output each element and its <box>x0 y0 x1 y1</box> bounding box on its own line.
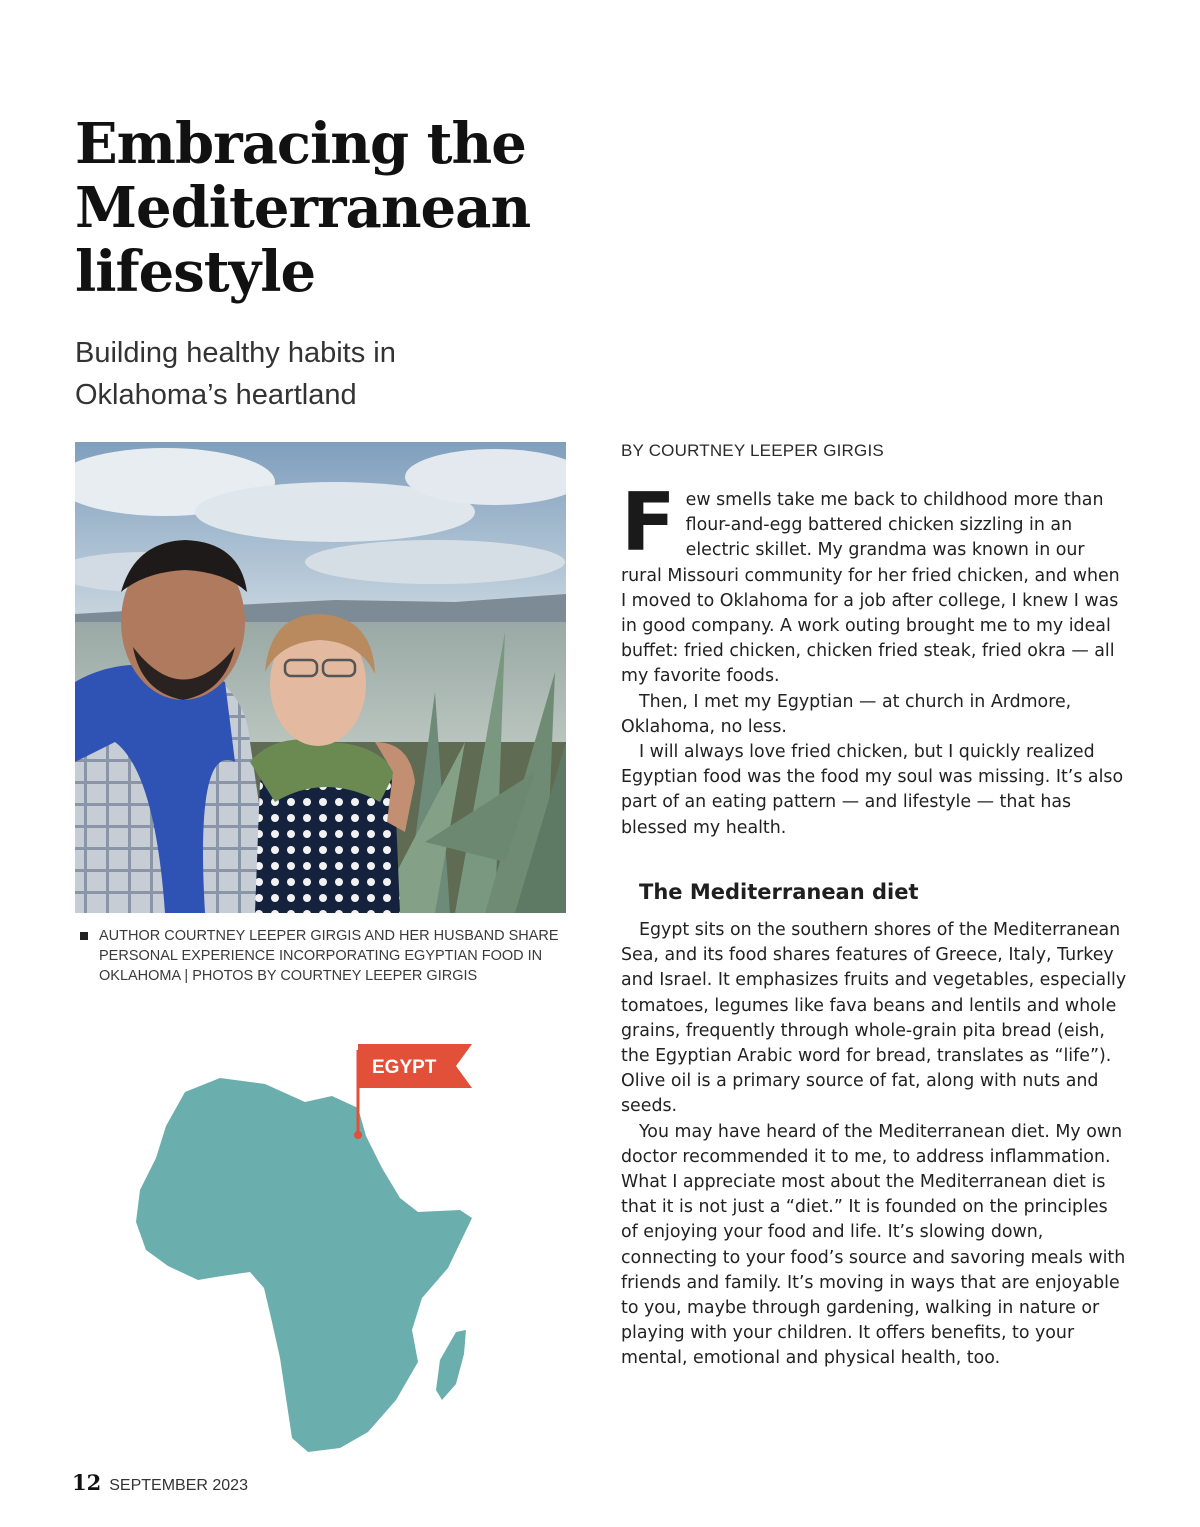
section-heading: The Mediterranean diet <box>639 880 919 904</box>
title-line: lifestyle <box>75 239 316 305</box>
author-couple-photo <box>75 442 566 913</box>
photo-caption <box>80 926 565 986</box>
title-line: Embracing the <box>75 111 526 177</box>
byline: BY COURTNEY LEEPER GIRGIS <box>621 441 884 460</box>
egypt-flag-label: EGYPT <box>372 1057 437 1078</box>
title-line: Mediterranean <box>75 175 531 241</box>
africa-map <box>100 1040 490 1460</box>
paragraph: You may have heard of the Mediterranean diet. My own doctor recommended it to me, to address inflammation. What I appreciate most about the Mediterranean diet is that it is not just a “diet.” It is founded on the principles of enjoying your food and life. It’s slowing down, connecting to your food’s source and savoring meals with friends and family. It’s moving in ways that are enjoyable to you, maybe through gardening, walking in nature or playing with your children. It offers benefits, to your mental, emotional and physical health, too. <box>621 1121 1126 1369</box>
egypt-location-marker <box>354 1131 362 1139</box>
paragraph <box>621 476 1129 690</box>
paragraph-text: ew smells take me back to childhood more than flour-and-egg battered chicken sizzling in an electric skillet. My grandma was known in our rural Missouri community for her fried chicken, and when I moved to Oklahoma for a job after college, I knew I was in good company. A work outing brought me to my ideal buffet: fried chicken, chicken fried steak, fried okra — all my favorite foods. <box>621 490 1120 687</box>
body-column-bottom <box>621 918 1129 1372</box>
subtitle-line: Building healthy habits in <box>75 337 396 369</box>
africa-continent-shape <box>136 1078 472 1452</box>
page-number: 12 <box>72 1470 102 1495</box>
madagascar-shape <box>436 1330 466 1400</box>
article-title <box>75 112 595 304</box>
issue-date: SEPTEMBER 2023 <box>109 1477 248 1494</box>
paragraph: Then, I met my Egyptian — at church in Ardmore, Oklahoma, no less. <box>621 691 1072 737</box>
article-subtitle <box>75 332 555 416</box>
subtitle-line: Oklahoma’s heartland <box>75 379 357 411</box>
paragraph: Egypt sits on the southern shores of the Mediterranean Sea, and its food shares features of Greece, Italy, Turkey and Israel. It emphasizes fruits and vegetables, especially tomatoes, legumes like fava beans and lentils and whole grains, frequently through whole-grain pita bread (eish, the Egyptian Arabic word for bread, translates as “life”). Olive oil is a primary source of fat, along with nuts and seeds. <box>621 920 1127 1117</box>
caption-bullet-icon <box>80 932 88 940</box>
page-footer <box>72 1470 248 1495</box>
caption-text: AUTHOR COURTNEY LEEPER GIRGIS AND HER HUSBAND SHARE PERSONAL EXPERIENCE INCORPORATING EGYPTIAN FOOD IN OKLAHOMA | PHOTOS BY COURTNEY LEEPER GIRGIS <box>99 928 559 984</box>
body-column-top <box>621 476 1129 841</box>
drop-cap: F <box>621 476 676 569</box>
paragraph: I will always love fried chicken, but I quickly realized Egyptian food was the food my soul was missing. It’s also part of an eating pattern — and lifestyle — that has blessed my health. <box>621 742 1124 838</box>
